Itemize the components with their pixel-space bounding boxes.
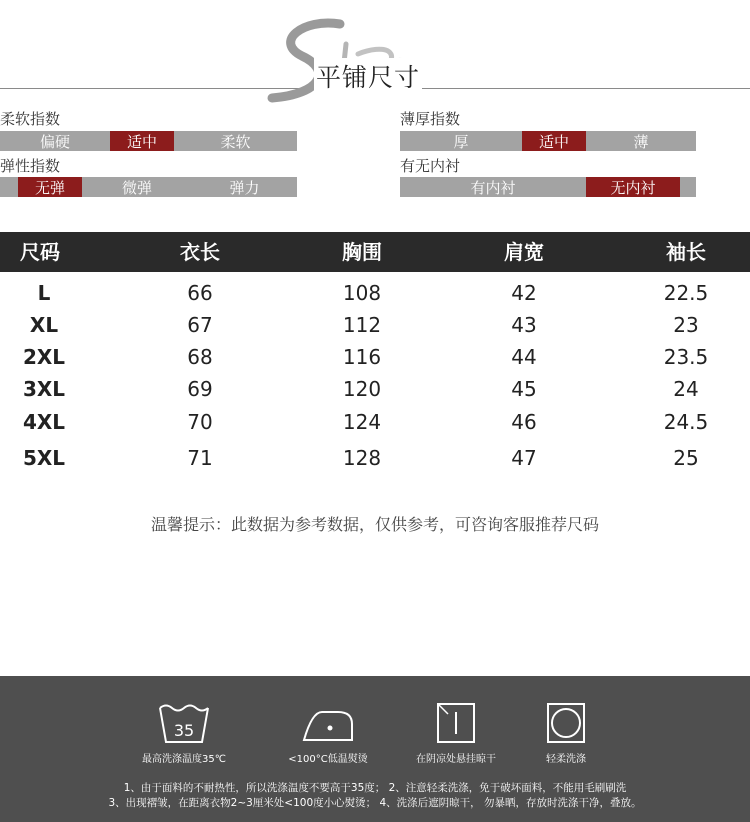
elasticity-option-slight: 微弹 [121,178,152,197]
cell-chest: 108 [342,281,382,305]
cell-chest: 112 [342,313,382,337]
cell-shoulder: 42 [511,281,537,305]
col-header-sleeve: 袖长 [666,240,706,264]
cell-chest: 120 [342,377,382,401]
col-header-chest: 胸围 [342,240,382,264]
cell-sleeve: 22.5 [663,281,709,305]
elasticity-bar [0,177,297,197]
cell-size: XL [29,313,59,337]
thickness-option-thick: 厚 [453,132,469,151]
col-header-size: 尺码 [20,240,60,264]
line-dry-shade-icon [426,700,486,746]
cell-sleeve: 25 [673,446,699,470]
care-footer [0,676,750,822]
table-row [0,373,750,405]
cell-length: 71 [187,446,213,470]
page-header [0,0,750,110]
lining-bar [400,177,696,197]
thickness-bar [400,131,696,151]
cell-size: L [37,281,51,305]
lining-bar-tail [680,177,696,197]
softness-bar [0,131,297,151]
cell-sleeve: 24 [673,377,699,401]
softness-label: 柔软指数 [0,110,61,128]
cell-length: 67 [187,313,213,337]
cell-size: 5XL [22,446,66,470]
care-item-dry [396,700,516,765]
cell-length: 66 [187,281,213,305]
cell-size: 4XL [22,410,66,434]
care-label: 轻柔洗涤 [546,754,586,765]
table-row [0,442,750,474]
elasticity-option-stretch: 弹力 [229,178,260,197]
table-row [0,277,750,309]
care-label: 在阴凉处悬挂晾干 [416,754,496,765]
softness-option-hard: 偏硬 [39,132,70,151]
iron-low-icon [298,700,358,746]
elasticity-label: 弹性指数 [0,157,61,175]
col-header-length: 衣长 [180,240,220,264]
cell-chest: 124 [342,410,382,434]
col-header-shoulder: 肩宽 [504,240,544,264]
page-title: 平铺尺寸 [314,58,422,94]
elasticity-option-none: 无弹 [18,177,82,197]
care-item-gentle [506,700,626,765]
cell-shoulder: 43 [511,313,537,337]
size-tip: 温馨提示：此数据为参考数据，仅供参考，可咨询客服推荐尺码 [150,515,599,534]
cell-shoulder: 44 [511,345,537,369]
cell-chest: 116 [342,345,382,369]
care-label: <100°C低温熨烫 [288,754,368,765]
cell-sleeve: 23.5 [663,345,709,369]
cell-shoulder: 45 [511,377,537,401]
cell-sleeve: 23 [673,313,699,337]
softness-option-medium: 适中 [110,131,174,151]
cell-length: 68 [187,345,213,369]
cell-chest: 128 [342,446,382,470]
softness-option-soft: 柔软 [220,132,251,151]
cell-sleeve: 24.5 [663,410,709,434]
cell-size: 2XL [22,345,66,369]
table-row [0,341,750,373]
cell-length: 70 [187,410,213,434]
size-table-header [0,232,750,272]
care-note: 1、由于面料的不耐热性，所以洗涤温度不要高于35度； 2、注意轻柔洗涤，免于破坏面料，不能用毛刷刷洗 [123,782,627,794]
lining-option-no: 无内衬 [586,177,680,197]
elasticity-bar-lead [0,177,18,197]
wash-35-icon [154,700,214,746]
care-item-iron [268,700,388,765]
cell-shoulder: 47 [511,446,537,470]
gentle-wash-icon [536,700,596,746]
care-note: 3、出现褶皱，在距离衣物2~3厘米处<100度小心熨烫； 4、洗涤后遮阴晾干， 勿暴晒，存放时洗涤干净，叠放。 [108,797,642,809]
wash-temperature: 35 [173,721,195,740]
thickness-option-medium: 适中 [522,131,586,151]
care-label: 最高洗涤温度35℃ [142,754,226,765]
lining-option-yes: 有内衬 [470,178,516,197]
table-row [0,406,750,438]
care-item-wash [124,700,244,765]
thickness-label: 薄厚指数 [400,110,461,128]
cell-shoulder: 46 [511,410,537,434]
thickness-option-thin: 薄 [633,132,649,151]
cell-length: 69 [187,377,213,401]
table-row [0,309,750,341]
lining-label: 有无内衬 [400,157,461,175]
cell-size: 3XL [22,377,66,401]
